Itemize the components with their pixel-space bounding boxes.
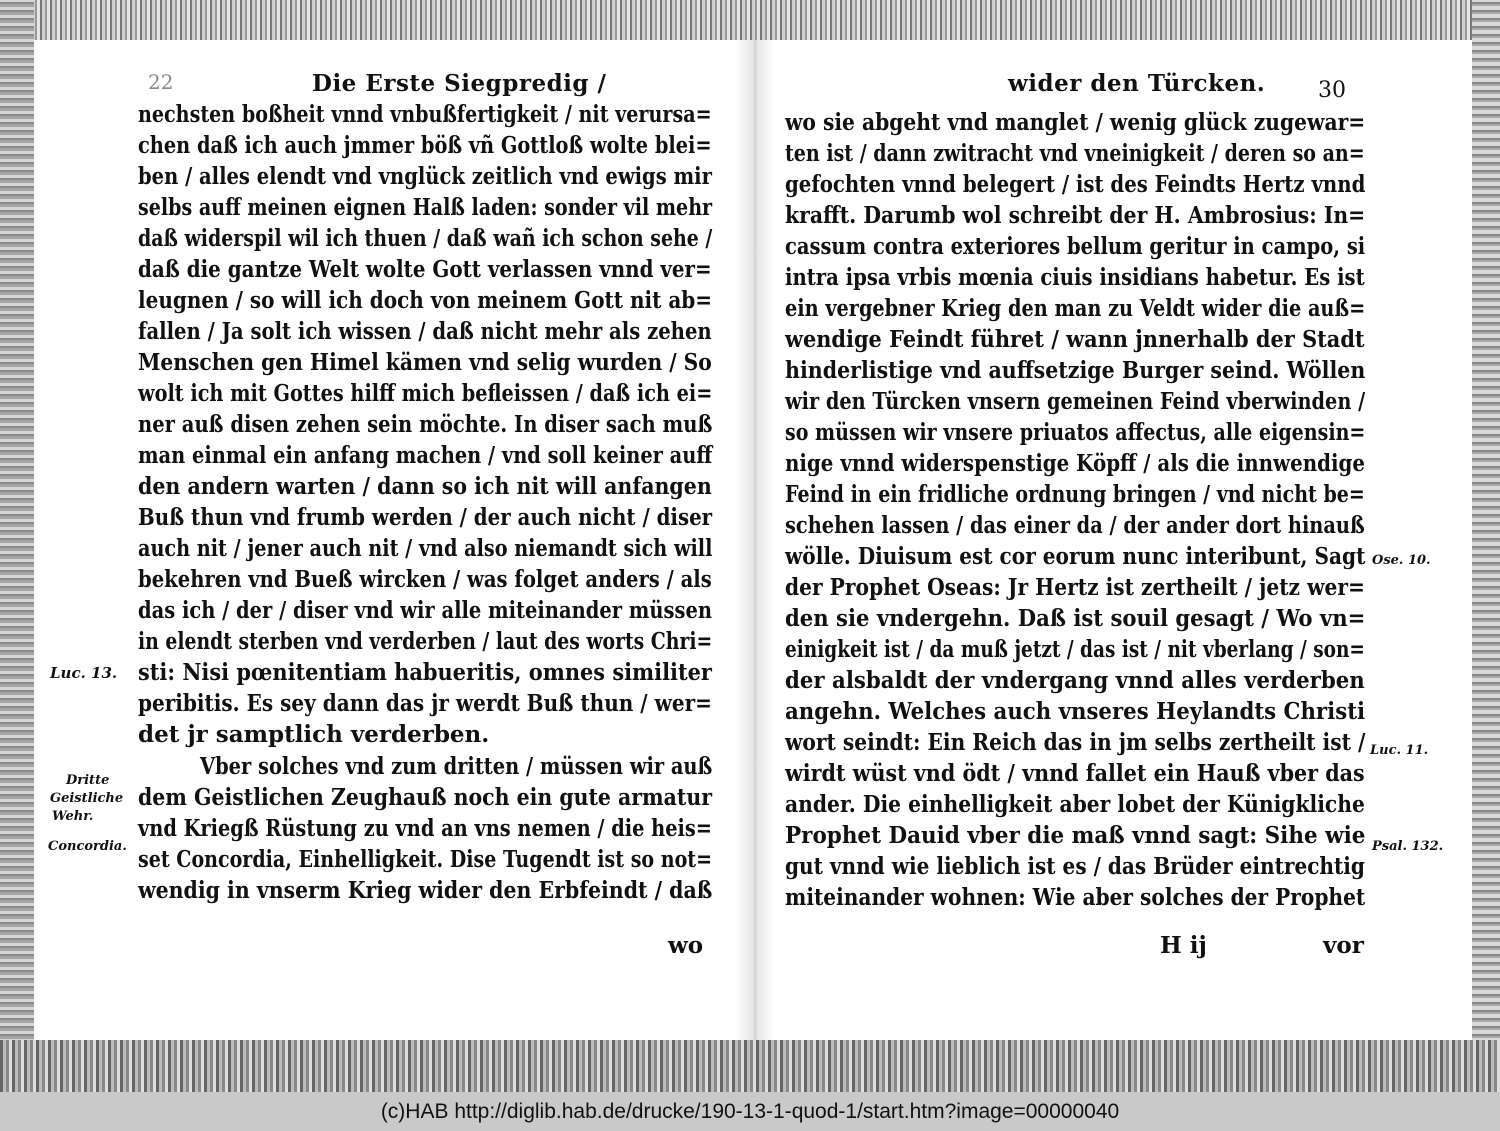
text-line: hinderlistige vnd auffsetzige Burger seind. Wöllen <box>785 357 1366 384</box>
text-line: wort seindt: Ein Reich das in jm selbs zertheilt ist / <box>785 729 1366 756</box>
text-line: fallen / Ja solt ich wissen / daß nicht mehr als zehen <box>138 318 712 345</box>
text-line: in elendt sterben vnd verderben / laut des worts Chri= <box>138 628 713 655</box>
text-line: man einmal ein anfang machen / vnd soll keiner auff <box>138 442 713 469</box>
left-page <box>0 0 740 1040</box>
text-line: wir den Türcken vnsern gemeinen Feind vberwinden / <box>785 388 1366 415</box>
text-line: einigkeit ist / da muß jetzt / das ist / nit vberlang / son= <box>785 636 1365 663</box>
margin-note-psal-132: Psal. 132. <box>1372 839 1444 854</box>
margin-note-ose-10: Ose. 10. <box>1372 553 1431 568</box>
text-line: gefochten vnnd belegert / ist des Feindts Hertz vnnd <box>785 171 1366 198</box>
margin-note-concordia: Concordia. <box>48 839 127 854</box>
text-line: ten ist / dann zwitracht vnd vneinigkeit / deren so an= <box>785 140 1365 167</box>
margin-note-wehr: Wehr. <box>52 809 94 824</box>
text-line: auch nit / jener auch nit / vnd also niemandt sich will <box>138 535 713 562</box>
text-line: der Prophet Oseas: Jr Hertz ist zertheilt / jetz wer= <box>785 574 1365 601</box>
text-line: ner auß disen zehen sein möchte. In diser sach muß <box>138 411 713 438</box>
signature-mark: H ij <box>1160 932 1207 959</box>
left-running-header: Die Erste Siegpredig / <box>312 70 607 97</box>
text-line: Menschen gen Himel kämen vnd selig wurden / So <box>138 349 712 376</box>
text-line: cassum contra exteriores bellum geritur in campo, si <box>785 233 1366 260</box>
left-catchword: wo <box>668 932 704 959</box>
text-line: wendig in vnserm Krieg wider den Erbfeindt / daß <box>138 877 713 904</box>
left-page-number: 22 <box>148 70 174 94</box>
text-line: selbs auff meinen eignen Halß laden: sonder vil mehr <box>138 194 713 221</box>
text-line: so müssen wir vnsere priuatos affectus, alle eigensin= <box>785 419 1366 446</box>
text-line: bekehren vnd Bueß wircken / was folget anders / als <box>138 566 712 593</box>
right-catchword: vor <box>1323 932 1364 959</box>
text-line: gut vnnd wie lieblich ist es / das Brüder eintrechtig <box>785 853 1365 880</box>
scan-border-bottom <box>0 1040 1500 1092</box>
text-line: nechsten boßheit vnnd vnbußfertigkeit / nit verursa= <box>138 101 712 128</box>
margin-note-dritte: Dritte <box>66 773 110 788</box>
text-line: dem Geistlichen Zeughauß noch ein gute armatur <box>138 784 712 811</box>
text-line: Buß thun vnd frumb werden / der auch nicht / diser <box>138 504 713 531</box>
text-line: ein vergebner Krieg den man zu Veldt wider die auß= <box>785 295 1366 322</box>
margin-note-luc-11: Luc. 11. <box>1370 743 1429 758</box>
right-running-header: wider den Türcken. <box>1008 70 1266 97</box>
text-line: angehn. Welches auch vnseres Heylandts Christi <box>785 698 1366 725</box>
text-line: leugnen / so will ich doch von meinem Gott nit ab= <box>138 287 713 314</box>
text-line: schehen lassen / das einer da / der ander dort hinauß <box>785 512 1365 539</box>
text-line: Feind in ein fridliche ordnung bringen / vnd nicht be= <box>785 481 1365 508</box>
text-line: das ich / der / diser vnd wir alle miteinander müssen <box>138 597 713 624</box>
text-line: den sie vndergehn. Daß ist souil gesagt / Wo vn= <box>785 605 1366 632</box>
text-line: sti: Nisi pœnitentiam habueritis, omnes similiter <box>138 659 712 686</box>
text-line: Vber solches vnd zum dritten / müssen wir auß <box>200 753 713 780</box>
copyright-footer <box>0 1092 1500 1131</box>
text-line: peribitis. Es sey dann das jr werdt Buß thun / wer= <box>138 690 712 717</box>
text-line: intra ipsa vrbis mœnia ciuis insidians habetur. Es ist <box>785 264 1365 291</box>
text-line: chen daß ich auch jmmer böß vñ Gottloß wolte blei= <box>138 132 712 159</box>
right-page <box>760 0 1500 1040</box>
text-line: den andern warten / dann so ich nit will anfangen <box>138 473 712 500</box>
text-line: ben / alles elendt vnd vnglück zeitlich vnd ewigs mir <box>138 163 712 190</box>
text-line: nige vnnd widerspenstige Köpff / als die innwendige <box>785 450 1365 477</box>
text-line: wölle. Diuisum est cor eorum nunc interibunt, Sagt <box>785 543 1366 570</box>
text-line: krafft. Darumb wol schreibt der H. Ambrosius: In= <box>785 202 1366 229</box>
copyright-url-text: (c)HAB http://diglib.hab.de/drucke/190-13-1-quod-1/start.htm?image=00000040 <box>380 1099 1120 1123</box>
text-line: vnd Kriegß Rüstung zu vnd an vns nemen / die heis= <box>138 815 713 842</box>
text-line: miteinander wohnen: Wie aber solches der Prophet <box>785 884 1366 911</box>
text-line: set Concordia, Einhelligkeit. Dise Tugendt ist so not= <box>138 846 713 873</box>
text-line: daß die gantze Welt wolte Gott verlassen vnnd ver= <box>138 256 712 283</box>
margin-note-luc-13: Luc. 13. <box>50 664 118 682</box>
right-page-number: 30 <box>1318 78 1346 103</box>
text-line: Prophet Dauid vber die maß vnnd sagt: Sihe wie <box>785 822 1366 849</box>
text-line: det jr samptlich verderben. <box>138 721 490 748</box>
text-line: ander. Die einhelligkeit aber lobet der Künigkliche <box>785 791 1365 818</box>
text-line: wirdt wüst vnd ödt / vnnd fallet ein Hauß vber das <box>785 760 1365 787</box>
text-line: wolt ich mit Gottes hilff mich befleissen / daß ich ei= <box>138 380 713 407</box>
text-line: wendige Feindt führet / wann jnnerhalb der Stadt <box>785 326 1365 353</box>
text-line: der alsbaldt der vndergang vnnd alles verderben <box>785 667 1365 694</box>
text-line: wo sie abgeht vnd manglet / wenig glück zugewar= <box>785 109 1366 136</box>
text-line: daß widerspil wil ich thuen / daß wañ ich schon sehe / <box>138 225 713 252</box>
margin-note-geistliche: Geistliche <box>50 791 124 806</box>
